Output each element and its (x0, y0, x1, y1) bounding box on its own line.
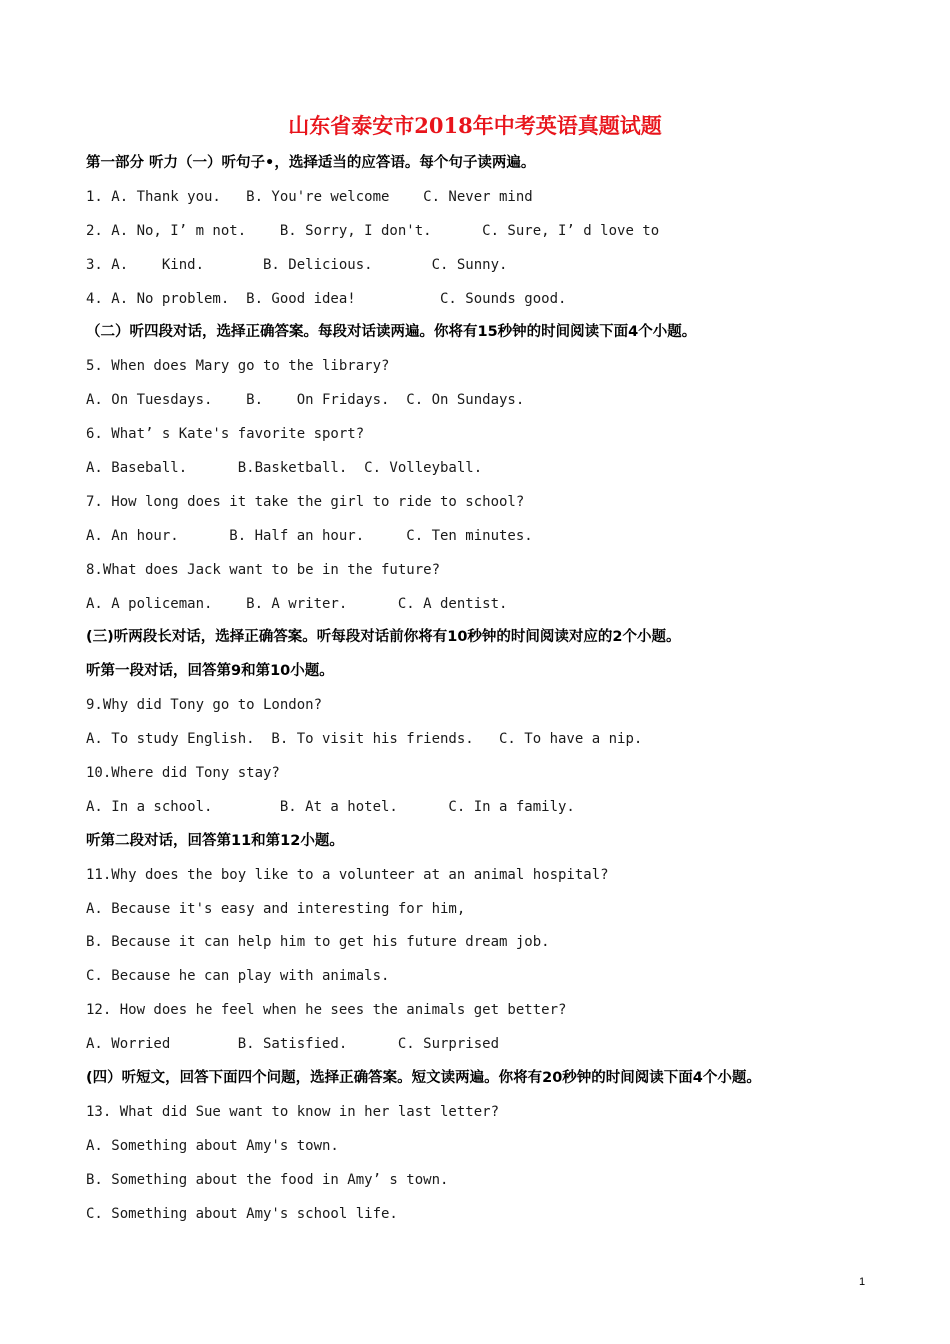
question-line: 8.What does Jack want to be in the future? (86, 561, 441, 578)
question-line: A. On Tuesdays. B. On Fridays. C. On Sundays. (86, 392, 525, 409)
section-heading: （二）听四段对话，选择正确答案。每段对话读两遍。你将有15秒钟的时间阅读下面4个小题。 (86, 324, 697, 341)
question-line: 13. What did Sue want to know in her last letter? (86, 1103, 500, 1120)
question-line: A. In a school. B. At a hotel. C. In a family. (86, 798, 575, 815)
question-line: 1. A. Thank you. B. You're welcome C. Never mind (86, 188, 533, 205)
question-line: B. Because it can help him to get his future dream job. (86, 934, 550, 951)
question-line: 2. A. No, I’ m not. B. Sorry, I don't. C. Sure, I’ d love to (86, 222, 660, 239)
question-line: 5. When does Mary go to the library? (86, 358, 390, 375)
question-line: 10.Where did Tony stay? (86, 765, 280, 782)
section-heading: 第一部分 听力（一）听句子•，选择适当的应答语。每个句子读两遍。 (86, 155, 536, 171)
question-line: C. Something about Amy's school life. (86, 1205, 398, 1222)
question-line: A. Baseball. B.Basketball. C. Volleyball. (86, 460, 483, 477)
question-line: 6. What’ s Kate's favorite sport? (86, 426, 365, 443)
question-line: 3. A. Kind. B. Delicious. C. Sunny. (86, 256, 508, 273)
question-line: 4. A. No problem. B. Good idea! C. Sounds good. (86, 290, 567, 307)
section-heading: (三)听两段长对话，选择正确答案。听每段对话前你将有10秒钟的时间阅读对应的2个小题。 (86, 629, 681, 646)
question-line: C. Because he can play with animals. (86, 968, 390, 985)
document-body (86, 147, 886, 1232)
question-line: A. Worried B. Satisfied. C. Surprised (86, 1036, 500, 1053)
question-line: A. Something about Amy's town. (86, 1137, 339, 1154)
question-line: 11.Why does the boy like to a volunteer at an animal hospital? (86, 866, 609, 883)
question-line: 9.Why did Tony go to London? (86, 697, 323, 714)
page-number: 1 (858, 1276, 866, 1288)
question-line: 12. How does he feel when he sees the animals get better? (86, 1002, 567, 1019)
question-line: A. An hour. B. Half an hour. C. Ten minutes. (86, 527, 533, 544)
question-line: A. To study English. B. To visit his friends. C. To have a nip. (86, 731, 643, 748)
question-line: B. Something about the food in Amy’ s town. (86, 1171, 449, 1188)
question-line: 7. How long does it take the girl to ride to school? (86, 493, 525, 510)
question-line: A. A policeman. B. A writer. C. A dentist. (86, 595, 508, 612)
section-heading: 听第一段对话，回答第9和第10小题。 (86, 663, 334, 680)
section-heading: 听第二段对话，回答第11和第12小题。 (86, 832, 344, 849)
section-heading: (四）听短文，回答下面四个问题，选择正确答案。短文读两遍。你将有20秒钟的时间阅读下面4个小题。 (86, 1070, 761, 1087)
document-title: 山东省泰安市2018年中考英语真题试题 (288, 113, 662, 138)
question-line: A. Because it's easy and interesting for him, (86, 900, 466, 917)
